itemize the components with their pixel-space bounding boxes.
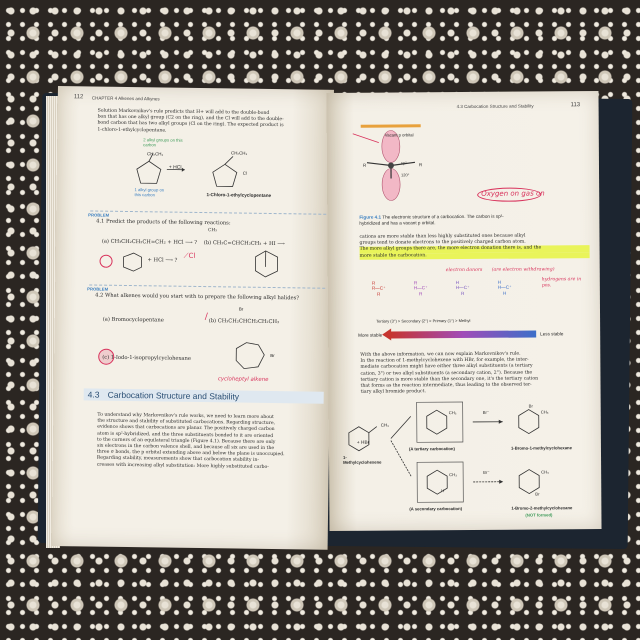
left-running-head: CHAPTER 4 Alkenes and Alkynes bbox=[91, 95, 160, 102]
section-number: 4.3 bbox=[87, 389, 100, 400]
start-material-name: 1-Methylcyclohexene bbox=[343, 454, 382, 465]
problem-4-1-text: 4.1 Predict the products of the following reactions: bbox=[96, 218, 231, 227]
body-line: three σ bonds, the p orbital extending above and below the plane is unoccupied. bbox=[96, 449, 285, 458]
problem-tag-4-2: PROBLEM bbox=[87, 286, 109, 292]
body-line: atom is sp²-hybridized, and the three substituents bonded to it are oriented bbox=[97, 431, 274, 439]
tertiary-label: (A tertiary carbocation) bbox=[408, 446, 455, 452]
body-line: to the corners of an equilateral triangle (Figure 4.1). Because there are only bbox=[97, 437, 276, 445]
body-line: creases with increasing alkyl substitution: More highly substituted carbo- bbox=[96, 462, 269, 470]
halide-a: (a) Bromocyclopentane bbox=[102, 316, 164, 324]
cation-tertiary: R R—C⁺ R bbox=[371, 280, 386, 297]
product-1-name: 1-Bromo-1-methylcyclohexane bbox=[510, 445, 572, 451]
handwritten-note-1: electron donors bbox=[445, 267, 483, 274]
solution-line: 1-chloro-1-ethylcyclopentane. bbox=[97, 127, 167, 134]
figure-caption-label: Figure 4.1 bbox=[359, 214, 382, 220]
body-line: evidence shows that carbocations are planar. The positively charged carbon bbox=[97, 424, 275, 433]
highlighted-line: The more alkyl groups there are, the more electron donation there is, and the bbox=[360, 246, 590, 254]
body-line: six electrons in the carbon valence shell, and because all six are used in the bbox=[96, 443, 275, 452]
figure-caption-text: The electronic structure of a carbocation. The carbon is sp²-hybridized and has a vacant p orbital. bbox=[359, 213, 504, 226]
section-body bbox=[97, 413, 324, 472]
reaction-b-ch3: CH₃ bbox=[207, 228, 217, 234]
problem-divider-2 bbox=[89, 284, 325, 288]
start-ch3: CH₃ bbox=[380, 422, 389, 428]
right-page bbox=[326, 91, 601, 531]
product-2-name: 1-Bromo-2-methylcyclohexane bbox=[511, 505, 573, 511]
right-running-head: 4.3 Carbocation Structure and Stability bbox=[456, 103, 534, 110]
reaction-c: + HCl ⟶ ? bbox=[147, 257, 178, 264]
para2-line: cation, 3°) or two alkyl substituents (a secondary cation, 2°). Because the bbox=[360, 370, 533, 377]
product1-ch3: CH₃ bbox=[540, 409, 549, 415]
handwritten-oval bbox=[477, 187, 541, 201]
less-stable-label: Less stable bbox=[540, 331, 564, 337]
ch3-ethyl-label: CH₂CH₃ bbox=[147, 151, 164, 157]
hbr-reagent: + HBr bbox=[356, 440, 370, 446]
handwritten-note-2: (are electron withdrawing) bbox=[491, 267, 555, 273]
vacant-orbital-label: Vacant p orbital bbox=[384, 132, 414, 138]
solution-line: Solution Markovnikov's rule predicts that H+ will add to the double-bond bbox=[97, 108, 270, 116]
halide-c: (c) 1-Iodo-1-isopropylcyclohexane bbox=[102, 354, 191, 362]
body-line: the structure and stability of substituted carbocations. Regarding structure, bbox=[97, 418, 276, 427]
highlighted-line: more stable the carbocation. bbox=[360, 252, 590, 260]
para2-line: tiary alkyl bromide product. bbox=[360, 389, 426, 395]
sp2-label: sp² bbox=[400, 160, 407, 166]
problem-tag-4-1: PROBLEM bbox=[88, 212, 110, 218]
answer-circle-c bbox=[99, 255, 112, 268]
secondary-label: (A secondary carbocation) bbox=[409, 506, 463, 512]
handwritten-cyclo-note: cycloheptyl alkene bbox=[217, 376, 269, 383]
product-ethyl-label: CH₂CH₃ bbox=[231, 150, 248, 156]
reaction-a: (a) CH₃CH₂CH₂CH=CH₂ + HCl ⟶ ? bbox=[101, 238, 198, 246]
not-formed-label: (NOT formed) bbox=[525, 512, 553, 518]
r-right-label: R bbox=[418, 162, 423, 168]
paragraph-1 bbox=[359, 233, 589, 259]
handwritten-answer: ⟋Cl bbox=[183, 251, 196, 260]
cation-primary: H H—C⁺ R bbox=[455, 280, 470, 297]
secondary-ch3: CH₃ bbox=[449, 472, 457, 478]
halide-b: (b) CH₃CH₂CHCH₂CH₂CH₃ bbox=[208, 318, 280, 326]
product-cl-label: Cl bbox=[242, 170, 247, 176]
left-page bbox=[52, 86, 334, 550]
halide-d-br: Br bbox=[270, 352, 275, 359]
paragraph-2 bbox=[360, 351, 592, 396]
para2-line: In the reaction of 1-methylcyclohexene with HBr, for example, the inter- bbox=[360, 357, 529, 364]
para2-line: that forms as the reaction intermediate, thus leading to the observed ter- bbox=[360, 382, 532, 389]
body-line: Regarding stability, measurements show that carbocation stability in- bbox=[96, 456, 259, 464]
figure-caption bbox=[359, 214, 509, 227]
cation-methyl: H H—C⁺ H bbox=[497, 279, 512, 296]
two-alkyl-note: 2 alkyl groups on this carbon bbox=[143, 137, 183, 148]
stability-arrow bbox=[390, 330, 536, 338]
r-left-label: R bbox=[362, 162, 367, 168]
handwritten-slash: / bbox=[204, 312, 208, 323]
para1-line: groups tend to donate electrons to the positively charged carbon atom. bbox=[359, 239, 526, 246]
bicyclic-diagram bbox=[249, 249, 289, 280]
para2-line: mediate carbocation might have either three alkyl substituents (a tertiary bbox=[360, 363, 533, 371]
more-stable-label: More stable bbox=[358, 332, 383, 338]
carbocation-orbital-figure bbox=[351, 128, 432, 209]
right-page-number: 113 bbox=[570, 102, 581, 109]
solution-text bbox=[97, 109, 329, 137]
left-page-number: 112 bbox=[73, 94, 84, 101]
problem-4-2-text: 4.2 What alkenes would you start with to prepare the following alkyl halides? bbox=[95, 292, 300, 302]
one-alkyl-note: 1 alkyl group on this carbon bbox=[134, 187, 165, 198]
para2-line: tertiary cation is more stable than the secondary one, it's the tertiary cation bbox=[360, 376, 539, 383]
br-minus-2: Br⁻ bbox=[483, 469, 490, 475]
carbocation-series bbox=[362, 280, 532, 317]
problem-divider bbox=[90, 210, 326, 214]
solution-line: bon that has one alkyl group (C2 on the ring), and the Cl will add to the double- bbox=[97, 114, 284, 123]
para2-line: With the above information, we can now explain Markovnikov's rule. bbox=[360, 351, 521, 358]
para1-line: cations are more stable than less highly substituted ones because alkyl bbox=[359, 233, 526, 240]
section-title: Carbocation Structure and Stability bbox=[107, 389, 240, 402]
halide-b-br: Br bbox=[238, 306, 244, 312]
cation-secondary: R H—C⁺ R bbox=[413, 280, 428, 297]
product-name: 1-Chloro-1-ethylcyclopentane bbox=[206, 192, 272, 198]
solution-line: bond carbon that has two alkyl groups (Cl on the ring). The expected product is bbox=[97, 120, 284, 129]
handwritten-note-3: hydrogens are in pos. bbox=[541, 277, 582, 289]
product1-br: Br bbox=[528, 403, 533, 409]
angle-label: 120° bbox=[401, 172, 410, 178]
figure-rule bbox=[361, 124, 421, 127]
br-minus-1: Br⁻ bbox=[482, 409, 490, 415]
secondary-h: H bbox=[441, 488, 445, 494]
hcl-reagent: + HCl bbox=[168, 164, 182, 171]
stability-arrowhead bbox=[382, 329, 391, 341]
body-line: To understand why Markovnikov's rule works, we need to learn more about bbox=[97, 412, 274, 421]
reaction-b: (b) CH₃C=CHCH₂CH₃ + HI ⟶ bbox=[203, 240, 285, 248]
product2-ch3: CH₃ bbox=[541, 469, 549, 475]
stability-series: Tertiary (3°) > Secondary (2°) > Primary (1°) > Methyl bbox=[376, 317, 471, 324]
handwritten-oxygen-note: Oxygen on gas on bbox=[481, 189, 545, 198]
product2-br: Br bbox=[535, 491, 540, 497]
tertiary-ch3: CH₃ bbox=[448, 410, 457, 416]
